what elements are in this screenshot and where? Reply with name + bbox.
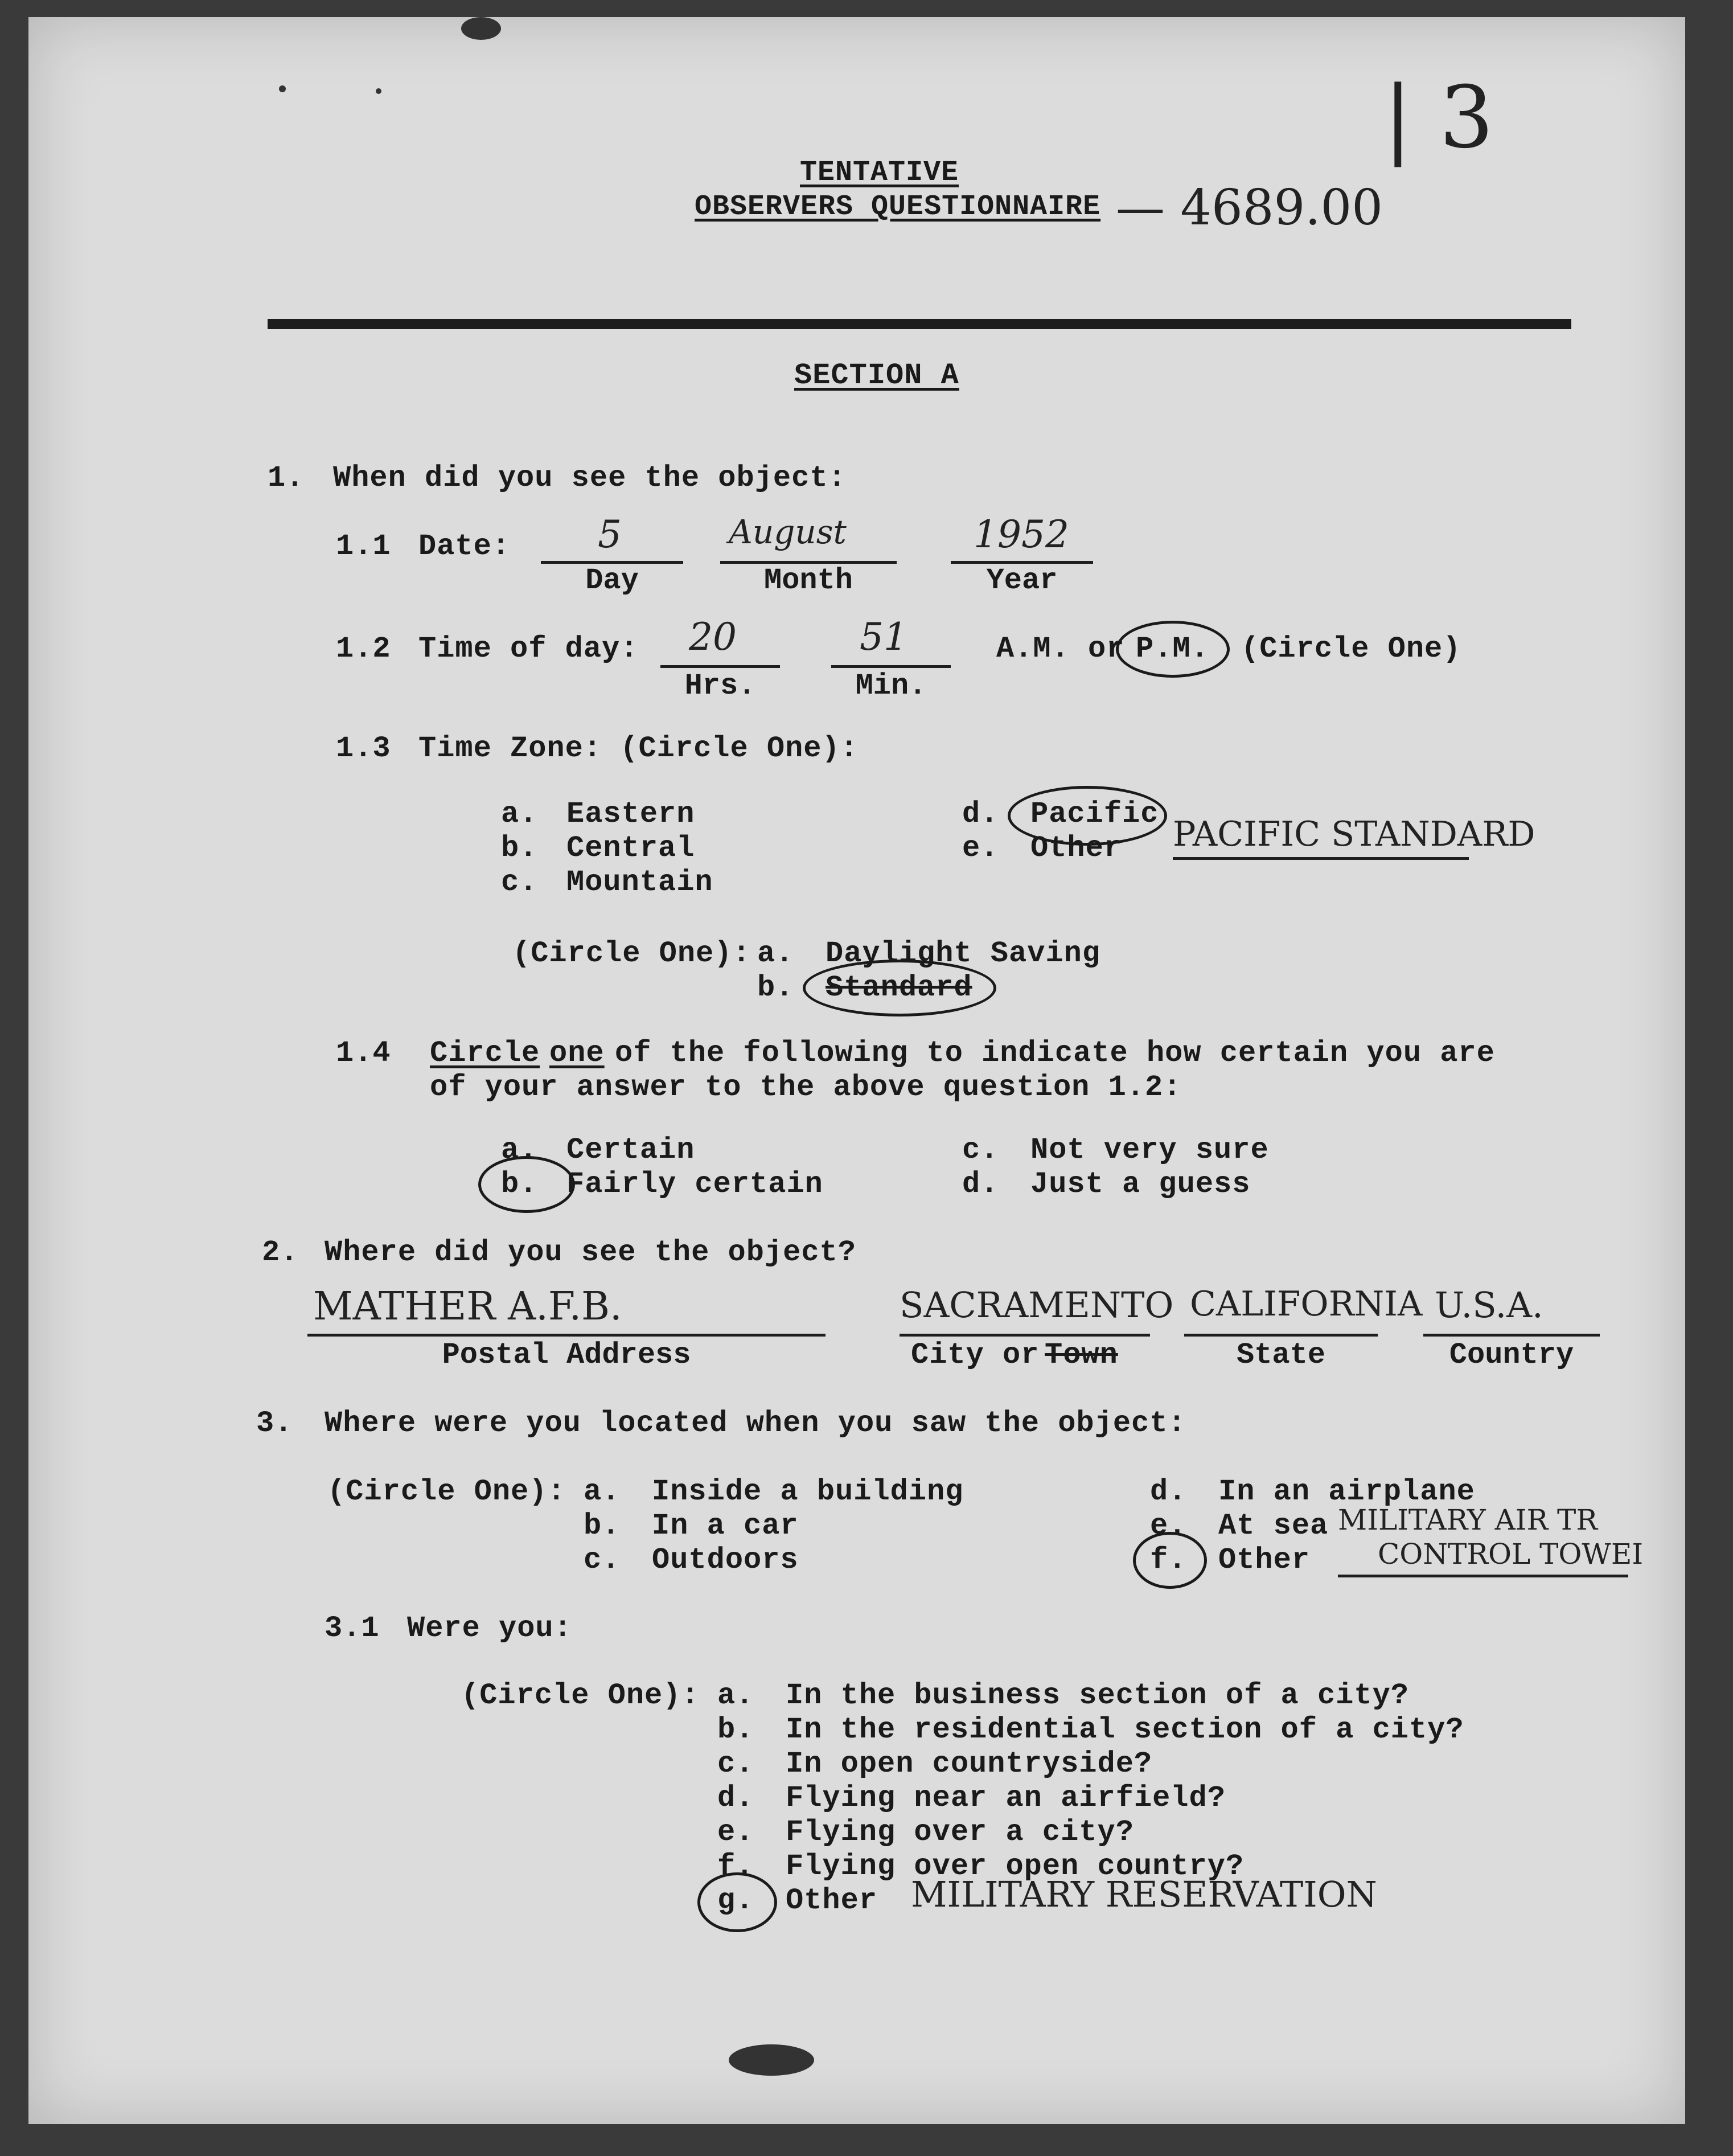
date-day-caption: Day (585, 564, 639, 597)
time-minutes-caption: Min. (855, 669, 927, 703)
date-year-caption: Year (986, 564, 1058, 597)
q3-f-text: Other (1218, 1543, 1311, 1577)
certainty-circle-word: Circle (430, 1036, 540, 1070)
zone-b-text: Central (566, 831, 695, 865)
scan-speck (376, 88, 381, 94)
document-page (28, 17, 1685, 2124)
zone-a-letter: a. (501, 797, 538, 831)
q3-f-hand: CONTROL TOWEI (1378, 1538, 1644, 1571)
q2-text: Where did you see the object? (325, 1236, 856, 1269)
header-file-number: — 4689.00 (1116, 179, 1383, 236)
q1-text: When did you see the object: (333, 461, 847, 495)
q3-1-circle-one: (Circle One): (461, 1679, 700, 1712)
q3-b-text: In a car (652, 1509, 799, 1543)
date-month-caption: Month (763, 564, 853, 597)
country-caption: Country (1449, 1338, 1574, 1372)
saving-b-text: Standard (826, 971, 972, 1005)
q3-number: 3. (256, 1407, 293, 1440)
state-caption: State (1236, 1338, 1326, 1372)
scan-speck (461, 17, 501, 40)
certainty-a-text: Certain (566, 1133, 695, 1167)
header-rule (268, 319, 1571, 329)
q1-2-number: 1.2 (336, 632, 391, 666)
q3-circle-one: (Circle One): (327, 1475, 566, 1509)
q3-1-g-letter: g. (717, 1884, 754, 1917)
city-caption: City or (911, 1338, 1040, 1372)
q3-a-text: Inside a building (652, 1475, 964, 1509)
certainty-b-text: Fairly certain (566, 1167, 823, 1201)
city-line (900, 1334, 1150, 1337)
q3-1-number: 3.1 (325, 1612, 380, 1645)
time-hours-caption: Hrs. (684, 669, 756, 703)
q3-c-text: Outdoors (652, 1543, 799, 1577)
circle-fairly-certain (478, 1156, 575, 1213)
certainty-d-letter: d. (962, 1167, 999, 1201)
saving-circle-one: (Circle One): (512, 937, 751, 970)
q3-1-a-letter: a. (717, 1679, 754, 1712)
q3-c-letter: c. (584, 1543, 621, 1577)
zone-b-letter: b. (501, 831, 538, 865)
zone-label: Time Zone: (Circle One): (418, 732, 859, 765)
state-value: CALIFORNIA (1190, 1284, 1423, 1324)
time-pm: P.M. (1136, 632, 1209, 666)
q3-1-d-letter: d. (717, 1781, 754, 1815)
q1-4-number: 1.4 (336, 1036, 391, 1070)
q3-1-e-letter: e. (717, 1815, 754, 1849)
q3-d-letter: d. (1150, 1475, 1187, 1509)
time-am-or: A.M. or (996, 632, 1125, 666)
zone-c-text: Mountain (566, 866, 713, 899)
zone-d-text: Pacific (1030, 797, 1159, 831)
q1-3-number: 1.3 (336, 732, 391, 765)
scan-speck (279, 85, 286, 92)
zone-e-text: Other (1030, 831, 1123, 865)
q1-1-number: 1.1 (336, 530, 391, 563)
saving-b-letter: b. (757, 971, 794, 1005)
q3-1-e-text: Flying over a city? (786, 1815, 1134, 1849)
q3-e-letter: e. (1150, 1509, 1187, 1543)
date-month-value: August (729, 513, 847, 551)
q3-1-f-text: Flying over open country? (786, 1850, 1245, 1883)
circle-other-place (697, 1872, 777, 1932)
country-value: U.S.A. (1435, 1284, 1543, 1326)
certainty-b-letter: b. (501, 1167, 538, 1201)
date-year-value: 1952 (974, 513, 1069, 556)
q3-f-line (1338, 1575, 1628, 1577)
q3-e-hand: MILITARY AIR TR (1338, 1503, 1598, 1536)
q3-e-text: At sea (1218, 1509, 1329, 1543)
circle-standard (803, 960, 996, 1016)
zone-e-letter: e. (962, 831, 999, 865)
q3-a-letter: a. (584, 1475, 621, 1509)
q3-1-b-text: In the residential section of a city? (786, 1713, 1464, 1747)
time-minutes-line (831, 665, 951, 668)
certainty-text-line2: of your answer to the above question 1.2: (430, 1071, 1182, 1104)
time-hours-value: 20 (689, 615, 737, 659)
q3-1-a-text: In the business section of a city? (786, 1679, 1409, 1712)
zone-d-letter: d. (962, 797, 999, 831)
zone-a-text: Eastern (566, 797, 695, 831)
date-label: Date: (418, 530, 511, 563)
zone-c-letter: c. (501, 866, 538, 899)
saving-a-letter: a. (757, 937, 794, 970)
state-line (1184, 1334, 1378, 1337)
certainty-text: of the following to indicate how certain you are (615, 1036, 1495, 1070)
q3-1-c-text: In open countryside? (786, 1747, 1153, 1781)
scan-speck (729, 2044, 814, 2076)
certainty-one-word: one (549, 1036, 605, 1070)
saving-a-text: Daylight Saving (826, 937, 1101, 970)
q3-f-letter: f. (1150, 1543, 1187, 1577)
q3-1-d-text: Flying near an airfield? (786, 1781, 1226, 1815)
q3-d-text: In an airplane (1218, 1475, 1475, 1509)
country-line (1423, 1334, 1600, 1337)
circle-other-location (1133, 1532, 1207, 1589)
q1-number: 1. (268, 461, 305, 495)
time-circle-note: (Circle One) (1241, 632, 1461, 666)
q3-1-c-letter: c. (717, 1747, 754, 1781)
q3-text: Where were you located when you saw the object: (325, 1407, 1186, 1440)
city-caption-town: Town (1045, 1338, 1118, 1372)
postal-address-line (307, 1334, 826, 1337)
time-hours-line (660, 665, 780, 668)
header-title: OBSERVERS QUESTIONNAIRE (695, 191, 1101, 223)
q3-1-g-text: Other (786, 1884, 878, 1917)
header-tentative: TENTATIVE (800, 157, 959, 189)
date-day-value: 5 (598, 513, 622, 556)
certainty-a-letter: a. (501, 1133, 538, 1167)
certainty-c-text: Not very sure (1030, 1133, 1269, 1167)
q3-1-b-letter: b. (717, 1713, 754, 1747)
q3-b-letter: b. (584, 1509, 621, 1543)
q2-number: 2. (262, 1236, 299, 1269)
zone-other-value: PACIFIC STANDARD (1173, 814, 1535, 854)
time-minutes-value: 51 (860, 615, 907, 659)
city-value: SACRAMENTO (900, 1284, 1174, 1326)
q3-1-other-hand: MILITARY RESERVATION (911, 1874, 1377, 1915)
postal-address-caption: Postal Address (442, 1338, 691, 1372)
certainty-c-letter: c. (962, 1133, 999, 1167)
corner-mark: | 3 (1383, 68, 1494, 167)
q3-1-text: Were you: (407, 1612, 572, 1645)
q3-1-f-letter: f. (717, 1850, 754, 1883)
postal-address-value: MATHER A.F.B. (313, 1284, 622, 1329)
section-title: SECTION A (794, 359, 959, 392)
time-label: Time of day: (418, 632, 639, 666)
circle-pm (1116, 621, 1230, 678)
zone-other-line (1173, 857, 1469, 860)
certainty-d-text: Just a guess (1030, 1167, 1251, 1201)
